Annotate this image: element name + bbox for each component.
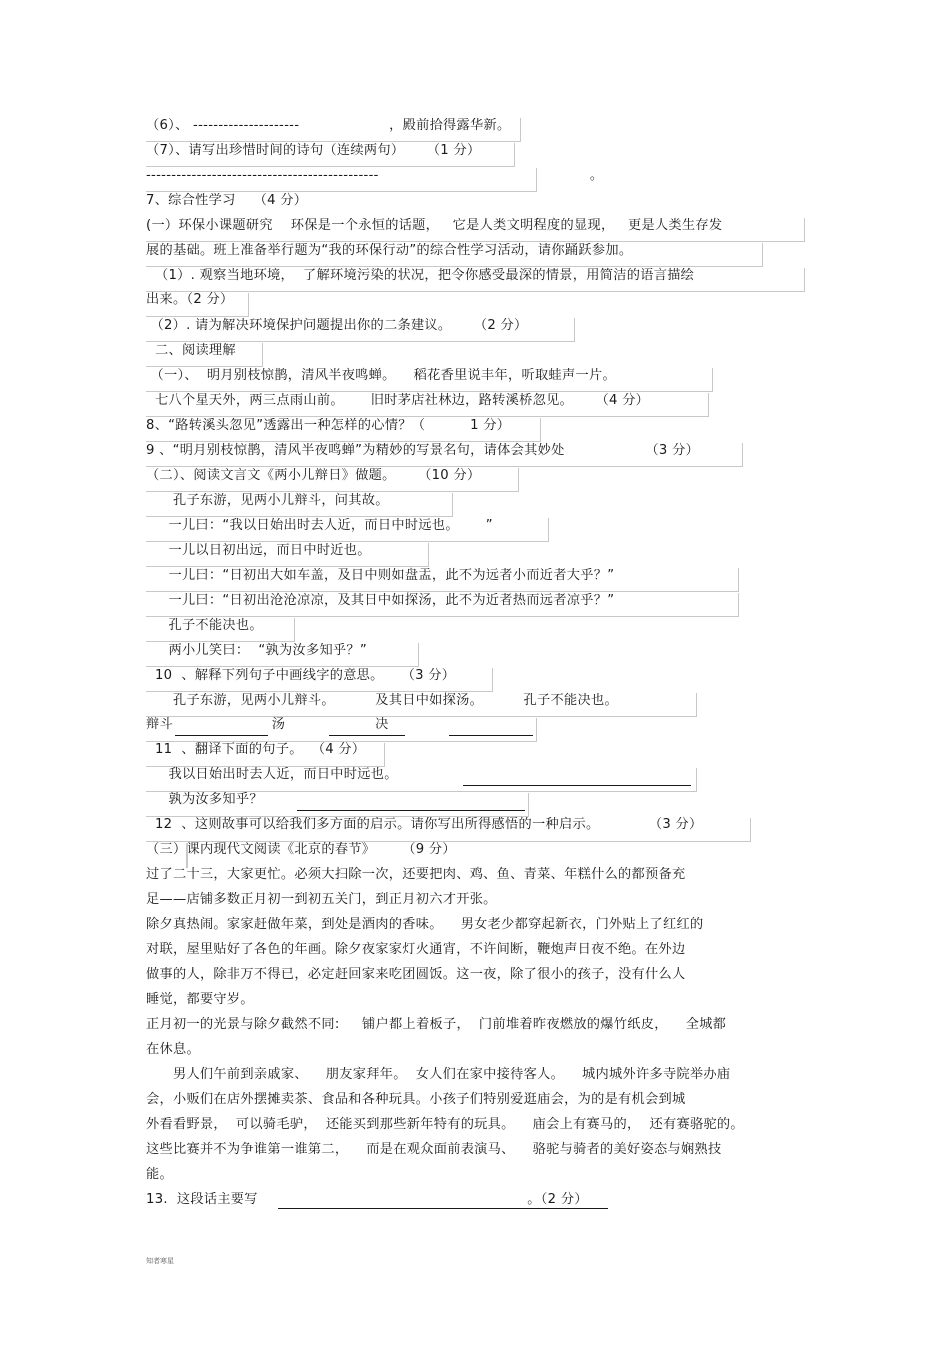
- text-line: 一儿曰：“日初出沧沧凉凉，及其日中如探汤，此不为近者热而远者凉乎？”: [146, 593, 615, 608]
- text-line: ---------------------------------------------- 。: [146, 168, 604, 183]
- text-line: 男人们午前到亲戚家、 朋友家拜年。 女人们在家中接待客人。 城内城外许多寺院举办庙: [146, 1067, 731, 1082]
- answer-blank-13[interactable]: [278, 1195, 608, 1209]
- text-line: 11 、翻译下面的句子。 （4 分）: [146, 742, 366, 757]
- footer-mark: 知者寒星: [146, 1257, 174, 1265]
- text-line: 七八个星天外，两三点雨山前。 旧时茅店社林边，路转溪桥忽见。 （4 分）: [146, 393, 650, 408]
- text-line: 两小儿笑曰： “孰为汝多知乎？”: [146, 643, 368, 658]
- text-line: 对联，屋里贴好了各色的年画。除夕夜家家灯火通宵，不许间断，鞭炮声日夜不绝。在外边: [146, 942, 686, 957]
- text-line: 在休息。: [146, 1042, 200, 1057]
- text-line: （二）、阅读文言文《两小儿辩日》做题。 （10 分）: [146, 468, 481, 483]
- text-line: 出来。（2 分）: [146, 292, 234, 307]
- text-line: 做事的人，除非万不得已，必定赶回家来吃团圆饭。这一夜，除了很小的孩子，没有什么人: [146, 967, 686, 982]
- text-line: 12 、这则故事可以给我们多方面的启示。请你写出所得感悟的一种启示。 （3 分）: [146, 817, 703, 832]
- text-line: 二、阅读理解: [146, 343, 236, 358]
- answer-blank-translate-2[interactable]: [297, 797, 525, 811]
- text-line: 除夕真热闹。家家赶做年菜，到处是酒肉的香味。 男女老少都穿起新衣，门外贴上了红红的: [146, 917, 704, 932]
- answer-blank-translate-1[interactable]: [463, 772, 691, 786]
- text-line: 8、“路转溪头忽见”透露出一种怎样的心情？（ 1 分）: [146, 418, 511, 433]
- answer-blank-biandou[interactable]: [175, 722, 268, 736]
- text-line: 孔子不能决也。: [146, 618, 263, 633]
- answer-blank-jue[interactable]: [449, 722, 533, 736]
- text-line: 我以日始出时去人近，而日中时远也。: [146, 767, 398, 782]
- text-line: 过了二十三，大家更忙。必须大扫除一次，还要把肉、鸡、鱼、青菜、年糕什么的都预备充: [146, 867, 686, 882]
- text-line: 正月初一的光景与除夕截然不同: 铺户都上着板子， 门前堆着昨夜燃放的爆竹纸皮， 全城都: [146, 1017, 727, 1032]
- text-line: （6）、 --------------------- ，殿前拾得露华新。: [146, 118, 511, 133]
- text-line: 足——店铺多数正月初一到初五关门，到正月初六才开张。: [146, 892, 497, 907]
- text-line: （三）课内现代文阅读《北京的春节》 （9 分）: [146, 842, 456, 857]
- text-line: 孔子东游，见两小儿辩斗，问其故。: [146, 493, 389, 508]
- text-line: 一儿曰：“日初出大如车盖，及日中则如盘盂，此不为远者小而近者大乎？”: [146, 568, 615, 583]
- text-line: 孰为汝多知乎？: [146, 792, 263, 807]
- answer-blank-tang[interactable]: [329, 722, 405, 736]
- text-line: 会，小贩们在店外摆摊卖茶、食品和各种玩具。小孩子们特别爱逛庙会，为的是有机会到城: [146, 1092, 686, 1107]
- text-line: 能。: [146, 1167, 173, 1182]
- text-line: （2）. 请为解决环境保护问题提出你的二条建议。 （2 分）: [146, 318, 528, 333]
- text-line: （7）、请写出珍惜时间的诗句（连续两句） （1 分）: [146, 143, 481, 158]
- text-line: 睡觉，都要守岁。: [146, 992, 254, 1007]
- text-line: 一儿以日初出远，而日中时近也。: [146, 543, 371, 558]
- text-line: 10 、解释下列句子中画线字的意思。 （3 分）: [146, 668, 456, 683]
- text-line: 孔子东游，见两小儿辩斗。 及其日中如探汤。 孔子不能决也。: [146, 693, 618, 708]
- text-line: 展的基础。班上准备举行题为“我的环保行动”的综合性学习活动，请你踊跃参加。: [146, 243, 633, 258]
- text-line: 7、综合性学习 （4 分）: [146, 193, 308, 208]
- text-line: 这些比赛并不为争谁第一谁第二， 而是在观众面前表演马、 骆驼与骑者的美好姿态与娴熟技: [146, 1142, 722, 1157]
- text-line: 9 、“明月别枝惊鹊，清风半夜鸣蝉”为精妙的写景名句，请体会其妙处 （3 分）: [146, 443, 700, 458]
- text-line: 外看看野景， 可以骑毛驴， 还能买到那些新年特有的玩具。 庙会上有赛马的， 还有赛骆驼的。: [146, 1117, 744, 1132]
- text-line: (一）环保小课题研究 环保是一个永恒的话题， 它是人类文明程度的显现， 更是人类生存发: [146, 218, 723, 233]
- text-line: 一儿曰：“我以日始出时去人近，而日中时远也。 ”: [146, 518, 493, 533]
- text-line: 13. 这段话主要写 。（2 分）: [146, 1192, 588, 1207]
- text-line: （一）、 明月别枝惊鹊，清风半夜鸣蝉。 稻花香里说丰年，听取蛙声一片。: [146, 368, 616, 383]
- text-line: 辩斗 汤 决: [146, 717, 389, 732]
- text-line: （1）. 观察当地环境， 了解环境污染的状况，把令你感受最深的情景，用简洁的语言描绘: [146, 268, 695, 283]
